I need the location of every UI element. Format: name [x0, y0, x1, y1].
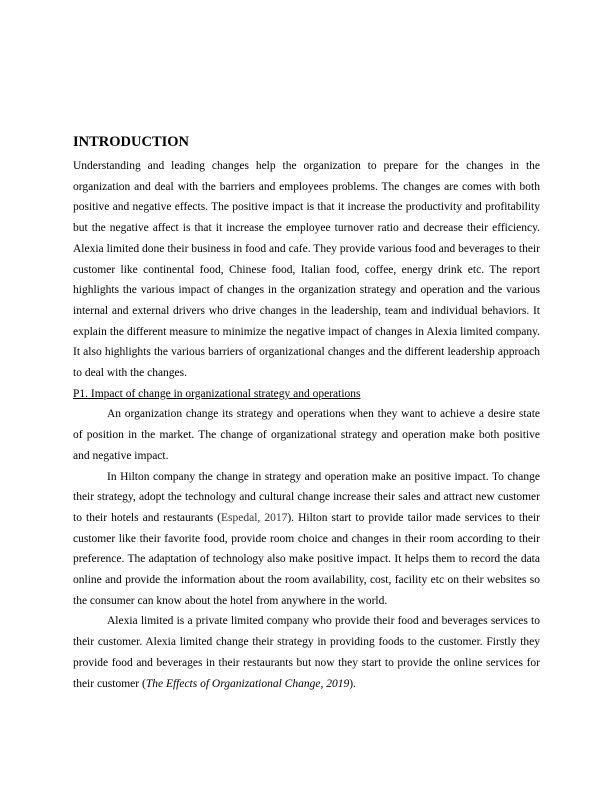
paragraph-alexia	[73, 611, 540, 694]
page-content	[73, 132, 540, 694]
section-title-p1: P1. Impact of change in organizational strategy and operations	[73, 387, 361, 400]
citation-title: The Effects of Organizational Change	[145, 677, 321, 690]
hilton-text-before: In Hilton company the change in strategy and operation make an positive impact. To change their strategy, adopt the technology and cultural change increase their sales and attract new customer to their hotels and restaurants (	[73, 470, 540, 524]
intro-paragraph: Understanding and leading changes help the organization to prepare for the changes in the organization and deal with the barriers and employees problems. The changes are comes with both positive and negative effects. The positive impact is that it increase the productivity and profitability but the negative affect is that it increase the employee turnover ratio and decrease their efficiency. Alexia limited done their business in food and cafe. They provide various food and beverages to their customer like continental food, Chinese food, Italian food, coffee, energy drink etc. The report highlights the various impact of changes in the organization strategy and operation and the various internal and external drivers who drive changes in the leadership, team and individual behaviors. It explain the different measure to minimize the negative impact of changes in Alexia limited company. It also highlights the various barriers of organizational changes and the different leadership approach to deal with the changes.	[73, 160, 540, 380]
hilton-text-after: ). Hilton start to provide tailor made services to their customer like their favorite food, provide room choice and changes in their room according to their preference. The adaptation of technology also make positive impact. It helps them to record the data online and provide the information about the room availability, cost, facility etc on their websites so the consumer can know about the hotel from anywhere in the world.	[73, 511, 541, 607]
paragraph-organization-change: An organization change its strategy and operations when they want to achieve a desire state of position in the market. The change of organizational strategy and operation make both positive and negative impact.	[73, 408, 540, 462]
alexia-text-after: ).	[349, 677, 356, 690]
alexia-text-before: Alexia limited is a private limited company who provide their food and beverages services to their customer. Alexia limited change their strategy in providing foods to the customer. Firstly they provide food and beverages in their restaurants but now they start to provide the online services for their customer (	[73, 615, 540, 690]
citation-year: , 2019	[320, 677, 350, 690]
heading-introduction: INTRODUCTION	[73, 134, 190, 150]
paragraph-hilton	[73, 467, 540, 612]
citation-espedal: Espedal, 2017	[221, 511, 288, 524]
